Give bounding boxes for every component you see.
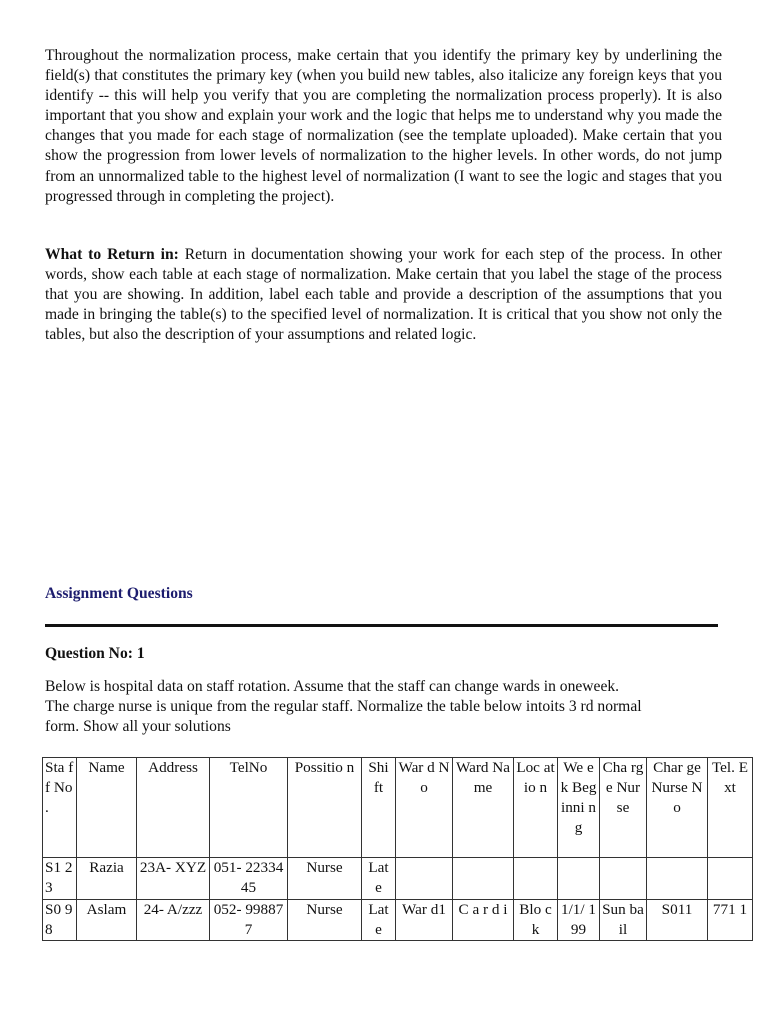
return-label: What to Return in: bbox=[45, 246, 179, 263]
table-cell bbox=[708, 858, 753, 900]
table-cell: 24- A/zzz bbox=[137, 900, 210, 941]
table-row bbox=[43, 900, 753, 941]
table-cell: 051- 2233445 bbox=[210, 858, 288, 900]
column-header-position: Possitio n bbox=[288, 758, 362, 858]
column-header-telno: TelNo bbox=[210, 758, 288, 858]
table-cell bbox=[600, 858, 647, 900]
section-divider bbox=[45, 624, 718, 627]
column-header-staff-no: Sta ff No . bbox=[43, 758, 77, 858]
column-header-charge-nurse: Cha rge Nur se bbox=[600, 758, 647, 858]
intro-paragraph-text: Throughout the normalization process, make certain that you identify the primary key by underlining the field(s) that constitutes the primary key (when you build new tables, also italicize any foreign keys that you identify -- this will help you verify that you are completing the normalization process properly). It is also important that you show and explain your work and the logic that helps me to understand why you made the changes that you made for each stage of normalization (see the template uploaded). Make certain that you show the progression from lower levels of normalization to the higher levels. In other words, do not jump from an unnormalized table to the highest level of normalization (I want to see the logic and stages that you progressed through in completing the project). bbox=[45, 47, 722, 205]
table-cell: Sun bail bbox=[600, 900, 647, 941]
column-header-ward-no: War d No bbox=[396, 758, 453, 858]
column-header-address: Address bbox=[137, 758, 210, 858]
table-cell: Razia bbox=[77, 858, 137, 900]
column-header-shift: Shi ft bbox=[362, 758, 396, 858]
table-cell: S0 98 bbox=[43, 900, 77, 941]
question-line: Below is hospital data on staff rotation. Assume that the staff can change wards in oneweek. bbox=[45, 678, 620, 695]
question-line: The charge nurse is unique from the regular staff. Normalize the table below intoits 3 rd normal bbox=[45, 698, 642, 716]
question-line: form. Show all your solutions bbox=[45, 718, 231, 736]
intro-paragraph bbox=[45, 46, 722, 207]
column-header-tel-ext: Tel. Ext bbox=[708, 758, 753, 858]
table-cell: Lat e bbox=[362, 858, 396, 900]
column-header-name: Name bbox=[77, 758, 137, 858]
table-cell: 052- 998877 bbox=[210, 900, 288, 941]
table-cell: Nurse bbox=[288, 900, 362, 941]
column-header-location: Loc atio n bbox=[514, 758, 558, 858]
table-cell: S1 23 bbox=[43, 858, 77, 900]
table-cell: C a r d i bbox=[453, 900, 514, 941]
table-cell bbox=[558, 858, 600, 900]
column-header-week-beginning: We ek Beg inni ng bbox=[558, 758, 600, 858]
table-cell bbox=[396, 858, 453, 900]
column-header-ward-name: Ward Name bbox=[453, 758, 514, 858]
table-row bbox=[43, 858, 753, 900]
table-cell bbox=[514, 858, 558, 900]
question-title: Question No: 1 bbox=[45, 645, 145, 662]
table-cell: Lat e bbox=[362, 900, 396, 941]
staff-rotation-table bbox=[42, 757, 753, 941]
table-cell: 771 1 bbox=[708, 900, 753, 941]
table-cell bbox=[453, 858, 514, 900]
return-paragraph bbox=[45, 245, 722, 345]
table-cell: 1/1/ 199 bbox=[558, 900, 600, 941]
table-cell: Blo ck bbox=[514, 900, 558, 941]
table-header-row bbox=[43, 758, 753, 858]
question-text bbox=[45, 677, 735, 737]
column-header-charge-nurse-no: Char ge Nurse No bbox=[647, 758, 708, 858]
assignment-heading: Assignment Questions bbox=[45, 585, 193, 602]
table-cell: S011 bbox=[647, 900, 708, 941]
table-cell bbox=[647, 858, 708, 900]
return-text: Return in documentation showing your work for each step of the process. In other words, show each table at each stage of normalization. Make certain that you label the stage of the process that you are showing. In addition, label each table and provide a description of the assumptions that you made in bringing the table(s) to the specified level of normalization. It is critical that you show not only the tables, but also the description of your assumptions and related logic. bbox=[45, 246, 722, 344]
table-cell: Aslam bbox=[77, 900, 137, 941]
table-cell: War d1 bbox=[396, 900, 453, 941]
table-cell: Nurse bbox=[288, 858, 362, 900]
table-cell: 23A- XYZ bbox=[137, 858, 210, 900]
